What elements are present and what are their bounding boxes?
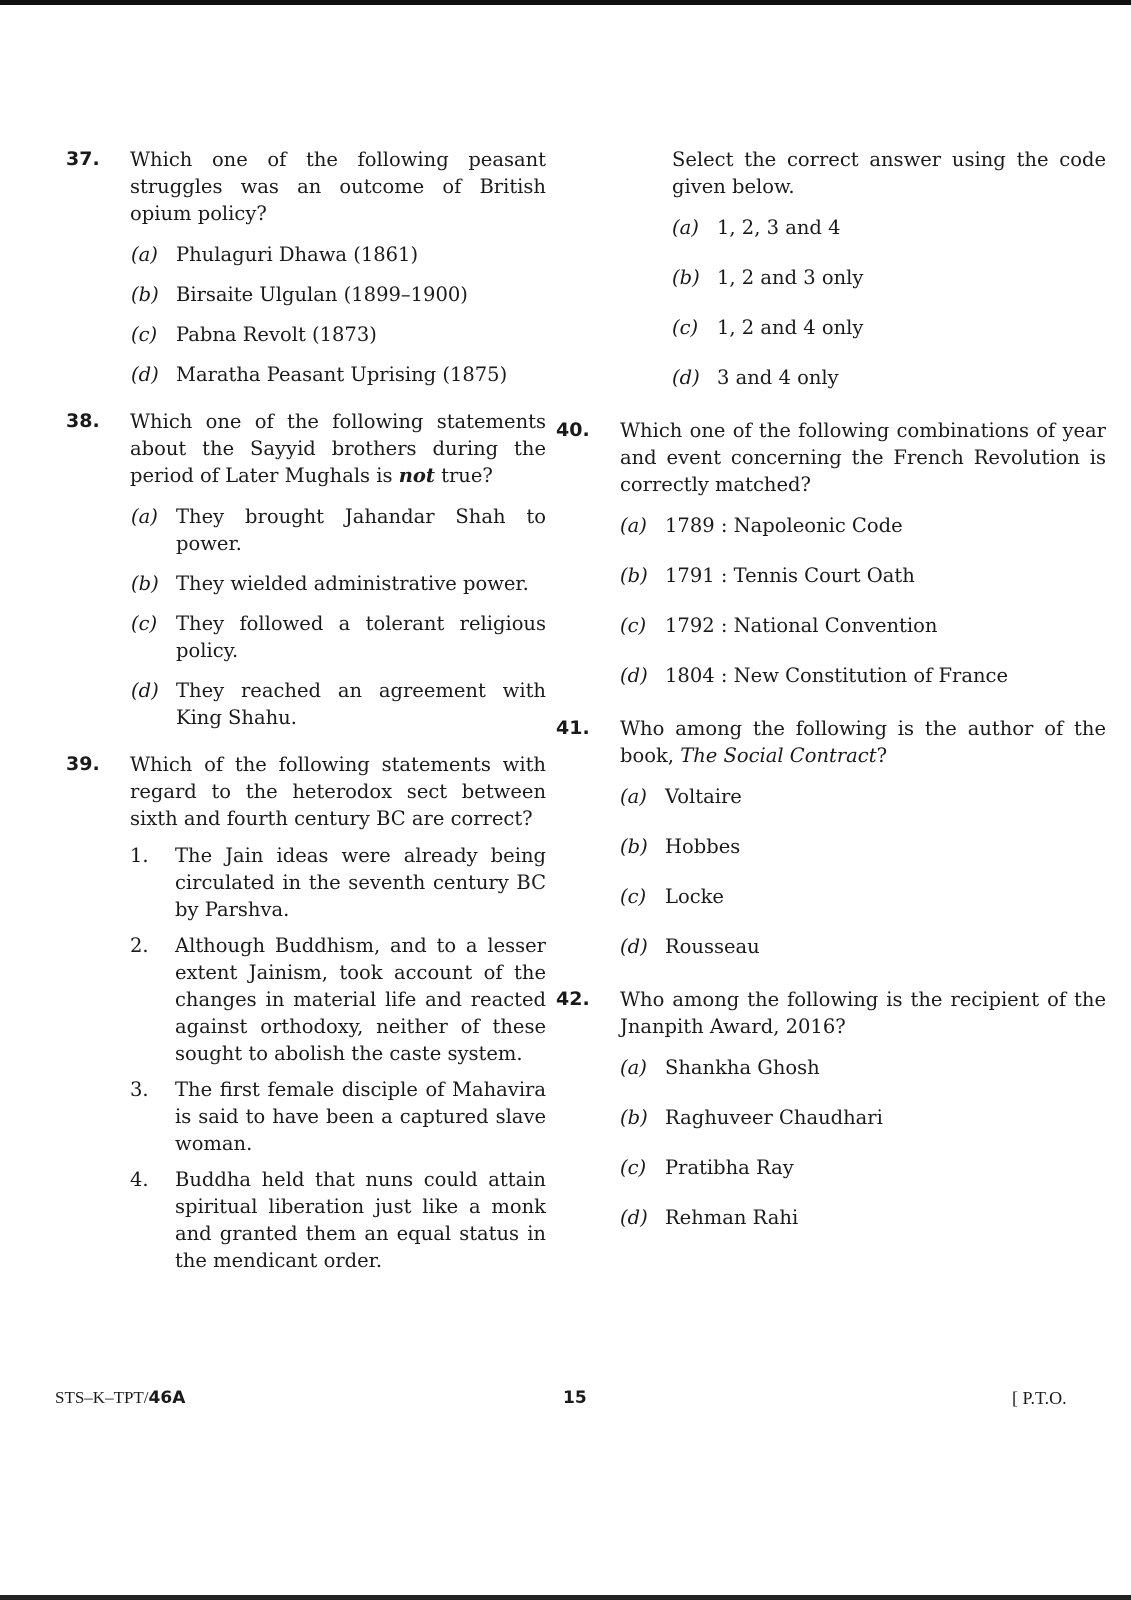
- question-number: 37.: [66, 148, 100, 170]
- option-text: 3 and 4 only: [717, 366, 839, 389]
- statement-1: [130, 842, 546, 923]
- option-d[interactable]: [620, 662, 1106, 689]
- option-text: Shankha Ghosh: [665, 1056, 820, 1079]
- emphasis-not: not: [398, 464, 435, 487]
- options-list: [620, 783, 1106, 960]
- option-a[interactable]: [131, 503, 546, 557]
- option-text: Rousseau: [665, 935, 760, 958]
- option-label: (d): [131, 679, 159, 702]
- statement-number: 3.: [130, 1078, 149, 1101]
- question-number: 40.: [556, 419, 590, 441]
- option-text: They followed a tolerant religious policy.: [176, 612, 546, 662]
- option-a[interactable]: [131, 241, 546, 268]
- option-text: They brought Jahandar Shah to power.: [176, 505, 546, 555]
- option-label: (b): [620, 1106, 648, 1129]
- option-b[interactable]: [131, 570, 546, 597]
- option-label: (a): [131, 243, 158, 266]
- statement-2: [130, 932, 546, 1067]
- option-label: (d): [620, 664, 648, 687]
- option-label: (a): [131, 505, 158, 528]
- option-label: (b): [620, 564, 648, 587]
- question-text: Which one of the following combinations of year and event concerning the French Revolution is correctly matched?: [620, 419, 1106, 496]
- statement-3: [130, 1076, 546, 1157]
- question-37: [66, 146, 546, 388]
- question-text-start: Which one of the following statements about the Sayyid brothers during the period of Later Mughals is: [130, 410, 546, 487]
- option-label: (c): [620, 614, 647, 637]
- option-label: (a): [672, 216, 699, 239]
- option-text: Pabna Revolt (1873): [176, 323, 377, 346]
- question-number: 38.: [66, 410, 100, 432]
- option-a[interactable]: [620, 1054, 1106, 1081]
- code-instruction: Select the correct answer using the code given below.: [672, 148, 1106, 198]
- option-text: Rehman Rahi: [665, 1206, 799, 1229]
- question-text: [620, 715, 1106, 769]
- option-label: (d): [620, 935, 648, 958]
- question-39-continued: [620, 146, 1106, 391]
- option-text: Voltaire: [665, 785, 742, 808]
- options-list: [620, 1054, 1106, 1231]
- booklet-code: [55, 1388, 185, 1408]
- bottom-border: [0, 1595, 1131, 1600]
- option-text: Locke: [665, 885, 724, 908]
- question-text: Which of the following statements with regard to the heterodox sect between sixth and fourth century BC are correct?: [130, 753, 546, 830]
- option-b[interactable]: [131, 281, 546, 308]
- option-c[interactable]: [620, 883, 1106, 910]
- option-a[interactable]: [672, 214, 1106, 241]
- options-list: [131, 241, 546, 388]
- page-number: 15: [563, 1388, 587, 1408]
- option-label: (b): [131, 283, 159, 306]
- top-border: [0, 0, 1131, 5]
- option-text: Phulaguri Dhawa (1861): [176, 243, 419, 266]
- left-column: [66, 146, 546, 1294]
- option-text: 1792 : National Convention: [665, 614, 938, 637]
- right-column: [556, 146, 1106, 1254]
- question-number: 42.: [556, 988, 590, 1010]
- option-d[interactable]: [131, 677, 546, 731]
- option-text: 1, 2, 3 and 4: [717, 216, 841, 239]
- option-a[interactable]: [620, 512, 1106, 539]
- option-text: Raghuveer Chaudhari: [665, 1106, 883, 1129]
- option-text: Pratibha Ray: [665, 1156, 794, 1179]
- question-41: [556, 715, 1106, 960]
- option-text: Maratha Peasant Uprising (1875): [176, 363, 508, 386]
- options-list: [620, 512, 1106, 689]
- statements-list: [130, 842, 546, 1274]
- statement-number: 1.: [130, 844, 149, 867]
- option-c[interactable]: [131, 610, 546, 664]
- option-c[interactable]: [672, 314, 1106, 341]
- question-text-end: true?: [434, 464, 493, 487]
- option-b[interactable]: [620, 1104, 1106, 1131]
- option-text: 1804 : New Constitution of France: [665, 664, 1009, 687]
- question-text-start: Who among the following is the author of the book,: [620, 717, 1106, 767]
- option-label: (c): [620, 885, 647, 908]
- option-label: (b): [131, 572, 159, 595]
- option-b[interactable]: [620, 833, 1106, 860]
- option-label: (c): [131, 323, 158, 346]
- statement-number: 4.: [130, 1168, 149, 1191]
- question-39: [66, 751, 546, 1274]
- statement-text: The first female disciple of Mahavira is said to have been a captured slave woman.: [175, 1078, 546, 1155]
- option-text: Hobbes: [665, 835, 741, 858]
- option-text: They reached an agreement with King Shahu.: [176, 679, 546, 729]
- option-label: (d): [131, 363, 159, 386]
- statement-text: The Jain ideas were already being circulated in the seventh century BC by Parshva.: [175, 844, 546, 921]
- statement-number: 2.: [130, 934, 149, 957]
- option-label: (a): [620, 785, 647, 808]
- option-label: (c): [672, 316, 699, 339]
- option-label: (d): [620, 1206, 648, 1229]
- option-b[interactable]: [672, 264, 1106, 291]
- option-text: 1, 2 and 4 only: [717, 316, 864, 339]
- question-40: [556, 417, 1106, 689]
- statement-text: Buddha held that nuns could attain spiritual liberation just like a monk and granted them an equal status in the mendicant order.: [175, 1168, 546, 1272]
- question-text: Who among the following is the recipient of the Jnanpith Award, 2016?: [620, 988, 1106, 1038]
- option-label: (a): [620, 514, 647, 537]
- option-c[interactable]: [620, 612, 1106, 639]
- booklet-code-series: 46A: [148, 1388, 186, 1408]
- option-d[interactable]: [620, 1204, 1106, 1231]
- question-text: Which one of the following peasant struggles was an outcome of British opium policy?: [130, 148, 546, 225]
- question-number: 39.: [66, 753, 100, 775]
- option-c[interactable]: [620, 1154, 1106, 1181]
- question-number: 41.: [556, 717, 590, 739]
- book-title: The Social Contract: [680, 744, 877, 767]
- question-text: [130, 408, 546, 489]
- option-text: 1791 : Tennis Court Oath: [665, 564, 915, 587]
- option-d[interactable]: [131, 361, 546, 388]
- option-c[interactable]: [131, 321, 546, 348]
- statement-4: [130, 1166, 546, 1274]
- booklet-code-prefix: STS–K–TPT/: [55, 1388, 149, 1407]
- option-b[interactable]: [620, 562, 1106, 589]
- option-label: (b): [672, 266, 700, 289]
- question-text-end: ?: [876, 744, 888, 767]
- statement-text: Although Buddhism, and to a lesser extent Jainism, took account of the changes in material life and reacted against orthodoxy, neither of these sought to abolish the caste system.: [175, 934, 546, 1065]
- option-text: Birsaite Ulgulan (1899–1900): [176, 283, 468, 306]
- option-d[interactable]: [672, 364, 1106, 391]
- option-text: They wielded administrative power.: [176, 572, 529, 595]
- option-label: (c): [131, 612, 158, 635]
- options-list: [131, 503, 546, 731]
- option-text: 1789 : Napoleonic Code: [665, 514, 903, 537]
- option-d[interactable]: [620, 933, 1106, 960]
- option-label: (c): [620, 1156, 647, 1179]
- please-turn-over: [ P.T.O.: [1012, 1388, 1067, 1408]
- question-38: [66, 408, 546, 731]
- options-list: [672, 214, 1106, 391]
- option-label: (a): [620, 1056, 647, 1079]
- option-label: (b): [620, 835, 648, 858]
- option-a[interactable]: [620, 783, 1106, 810]
- question-42: [556, 986, 1106, 1231]
- option-label: (d): [672, 366, 700, 389]
- option-text: 1, 2 and 3 only: [717, 266, 864, 289]
